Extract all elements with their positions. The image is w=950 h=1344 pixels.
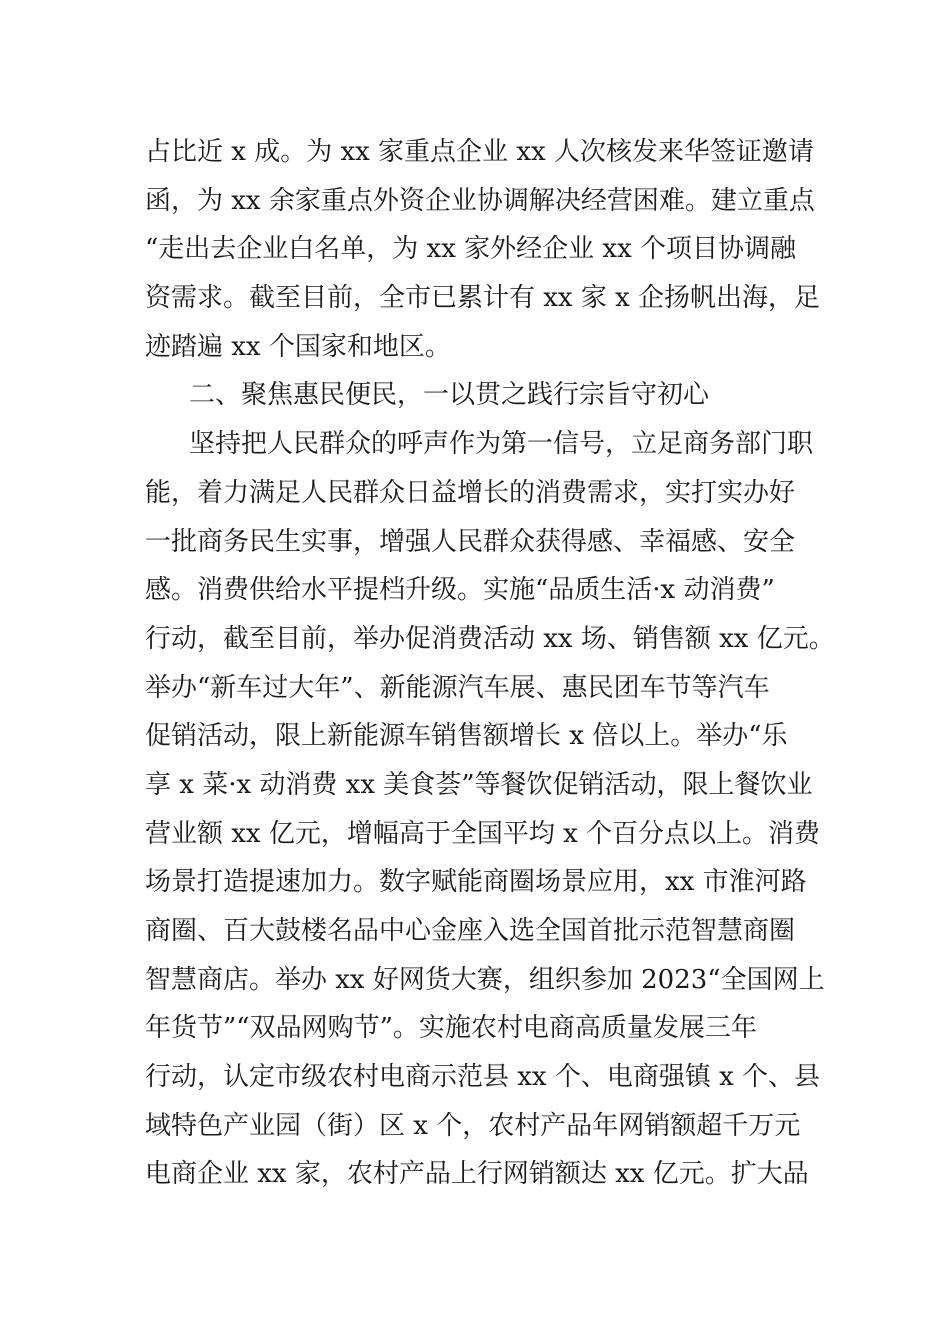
text-line: 享 x 菜·x 动消费 xx 美食荟”等餐饮促销活动，限上餐饮业	[145, 769, 813, 800]
text-line: 占比近 x 成。为 xx 家重点企业 xx 人次核发来华签证邀请	[145, 137, 814, 167]
text-line: 营业额 xx 亿元，增幅高于全国平均 x 个百分点以上。消费	[145, 818, 821, 849]
text-line: 场景打造提速加力。数字赋能商圈场景应用，xx 市淮河路	[145, 867, 807, 898]
text-line: 促销活动，限上新能源车销售额增长 x 倍以上。举办“乐	[145, 721, 788, 752]
section-heading: 二、聚焦惠民便民，一以贯之践行宗旨守初心	[189, 380, 710, 411]
text-line: 行动，认定市级农村电商示范县 xx 个、电商强镇 x 个、县	[145, 1062, 821, 1093]
text-line: 一批商务民生实事，增强人民群众获得感、幸福感、安全	[145, 526, 796, 557]
text-line: 感。消费供给水平提档升级。实施“品质生活·x 动消费”	[145, 575, 775, 606]
text-line: 年货节”“双品网购节”。实施农村电商高质量发展三年	[145, 1013, 757, 1044]
paragraph-first-line: 坚持把人民群众的呼声作为第一信号，立足商务部门职	[189, 429, 814, 460]
text-line: 行动，截至目前，举办促消费活动 xx 场、销售额 xx 亿元。	[145, 623, 835, 654]
text-line: 举办“新车过大年”、新能源汽车展、惠民团车节等汽车	[145, 672, 770, 703]
text-line: 资需求。截至目前，全市已累计有 xx 家 x 企扬帆出海，足	[145, 283, 821, 314]
text-line: 能，着力满足人民群众日益增长的消费需求，实打实办好	[145, 477, 796, 508]
text-line: “走出去企业白名单，为 xx 家外经企业 xx 个项目协调融	[145, 234, 797, 265]
text-line: 函，为 xx 余家重点外资企业协调解决经营困难。建立重点	[145, 185, 815, 216]
text-line: 商圈、百大鼓楼名品中心金座入选全国首批示范智慧商圈	[145, 916, 796, 946]
text-line: 域特色产业园（街）区 x 个，农村产品年网销额超千万元	[145, 1110, 801, 1141]
body-text	[145, 128, 835, 1199]
text-line: 电商企业 xx 家，农村产品上行网销额达 xx 亿元。扩大品	[145, 1159, 809, 1190]
text-line: 智慧商店。举办 xx 好网货大赛，组织参加 2023“全国网上	[145, 964, 825, 995]
text-line: 迹踏遍 xx 个国家和地区。	[145, 331, 451, 362]
